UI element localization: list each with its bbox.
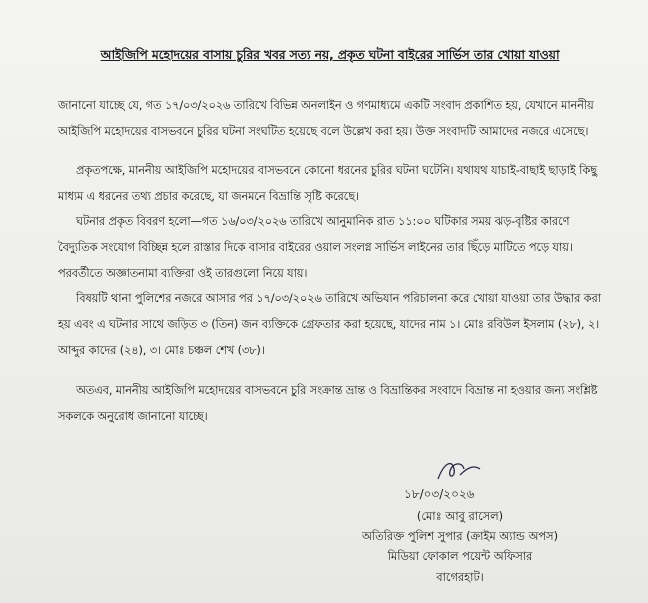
signatory-role: মিডিয়া ফোকাল পয়েন্ট অফিসার: [387, 549, 533, 563]
handwritten-signature: [430, 455, 490, 485]
paragraph-4: বিষয়টি থানা পুলিশের নজরে আসার পর ১৭/০৩/২০২৬ তারিখে অভিযান পরিচালনা করে খোয়া যাওয়া তার উদ্ধার করা হয় এবং এ ঘটনার সাথে জড়িত ৩ (তিন) জন ব্যক্তিকে গ্রেফতার করা হয়েছে, যাদের নাম ১। মোঃ রবিউল ইসলাম (২৮), ২। আব্দুর কাদের (২৪), ৩। মোঃ চঞ্চল শেখ (৩৮)।: [58, 291, 601, 357]
signatory-name: (মোঃ আবু রাসেল): [416, 509, 504, 523]
paragraph-1: জানানো যাচ্ছে যে, গত ১৭/০৩/২০২৬ তারিখে বিভিন্ন অনলাইন ও গণমাধ্যমে একটি সংবাদ প্রকাশিত হয়, যেখানে মাননীয় আইজিপি মহোদয়ের বাসভবনে চুরির ঘটনা সংঘটিত হয়েছে বলে উল্লেখ করা হয়। উক্ত সংবাদটি আমাদের নজরে এসেছে।: [58, 98, 594, 138]
signatory-designation: অতিরিক্ত পুলিশ সুপার (ক্রাইম অ্যান্ড অপস): [361, 529, 559, 543]
notice-title: আইজিপি মহোদয়ের বাসায় চুরির খবর সত্য নয়, প্রকৃত ঘটনা বাইরের সার্ভিস তার খোয়া যাওয়া: [100, 47, 560, 62]
paragraph-2: প্রকৃতপক্ষে, মাননীয় আইজিপি মহোদয়ের বাসভবনে কোনো ধরনের চুরির ঘটনা ঘটেনি। যথাযথ যাচাই-বাছাই ছাড়াই কিছু মাধ্যম এ ধরনের তথ্য প্রচার করেছে, যা জনমনে বিভ্রান্তি সৃষ্টি করেছে।: [58, 163, 597, 203]
paragraph-3: ঘটনার প্রকৃত বিবরণ হলো—গত ১৬/০৩/২০২৬ তারিখে আনুমানিক রাত ১১:০০ ঘটিকার সময় ঝড়-বৃষ্টির কারণে বৈদ্যুতিক সংযোগ বিচ্ছিন্ন হলে রাস্তার দিকে বাসার বাইরের ওয়াল সংলগ্ন সার্ভিস লাইনের তার ছিঁড়ে মাটিতে পড়ে যায়। পরবর্তীতে অজ্ঞাতনামা ব্যক্তিরা ওই তারগুলো নিয়ে যায়।: [58, 214, 573, 280]
paragraph-5: অতএব, মাননীয় আইজিপি মহোদয়ের বাসভবনে চুরি সংক্রান্ত ভ্রান্ত ও বিভ্রান্তিকর সংবাদে বিভ্রান্ত না হওয়ার জন্য সংশ্লিষ্ট সকলকে অনুরোধ জানানো যাচ্ছে।: [58, 383, 598, 423]
signature-date: ১৮/০৩/২০২৬: [404, 487, 475, 501]
signatory-place: বাগেরহাট।: [436, 570, 484, 584]
